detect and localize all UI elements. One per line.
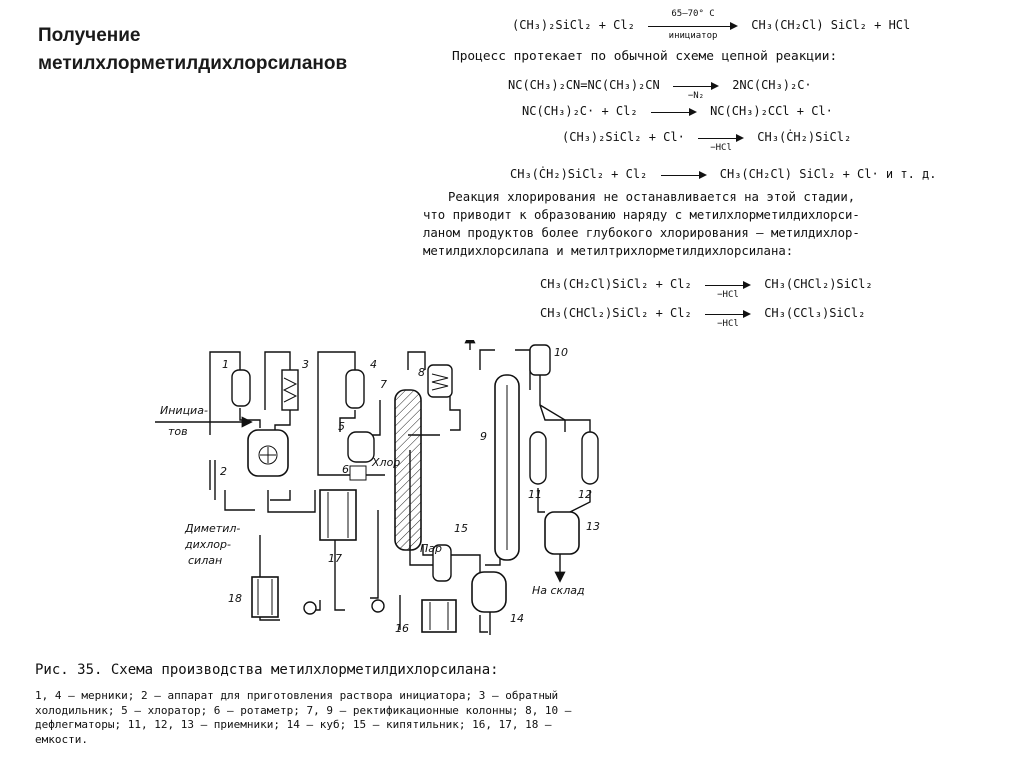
receiver-13	[545, 512, 579, 554]
chain-step-3-loss: −HCl	[710, 142, 732, 153]
chain-step-4-left: CH₃(ĊH₂)SiCl₂ + Cl₂	[510, 167, 648, 181]
deep-reaction-1-right: CH₃(CHCl₂)SiCl₂	[764, 277, 873, 291]
main-reaction-condition: 65–70° C	[671, 8, 715, 19]
label-dimethyl-1: Диметил-	[185, 522, 241, 535]
label-5: 5	[338, 420, 345, 433]
deep-reaction-2	[540, 306, 866, 329]
label-12: 12	[578, 488, 592, 501]
label-10: 10	[554, 346, 568, 359]
label-initiators: Инициа-	[160, 404, 208, 417]
reaction-arrow	[698, 132, 744, 153]
deep-reaction-2-left: CH₃(CHCl₂)SiCl₂ + Cl₂	[540, 306, 692, 320]
main-reaction-right: CH₃(CH₂Cl) SiCl₂ + HCl	[751, 18, 911, 32]
legend-line: холодильник; 5 — хлоратор; 6 — ротаметр; 7, 9 — ректификационные колонны; 8, 10 —	[35, 703, 572, 717]
deep-reaction-2-loss: −HCl	[717, 318, 739, 329]
receiver-11	[530, 432, 546, 484]
container-16	[422, 600, 456, 632]
deep-reaction-1	[540, 277, 873, 300]
label-7: 7	[380, 378, 387, 391]
pump-icon	[304, 602, 316, 614]
deep-reaction-2-right: CH₃(CCl₃)SiCl₂	[764, 306, 866, 320]
container-17	[320, 490, 356, 540]
label-to-storage: На склад	[532, 584, 585, 597]
label-3: 3	[302, 358, 309, 371]
label-8: 8	[418, 366, 425, 379]
vessel-4	[346, 370, 364, 408]
reaction-arrow	[673, 80, 719, 101]
legend-line: емкости.	[35, 732, 88, 746]
chain-step-2-right: NC(CH₃)₂CCl + Cl·	[710, 104, 833, 118]
label-13: 13	[586, 520, 600, 533]
label-chlorine: Хлор	[372, 456, 401, 469]
reaction-arrow	[705, 308, 751, 329]
chain-step-1-loss: −N₂	[687, 90, 705, 101]
label-18: 18	[228, 592, 242, 605]
paragraph-line-4: метилдихлорсилапа и метилтрихлорметилдихлорсилана:	[423, 244, 794, 258]
label-dimethyl-2: дихлор-	[185, 538, 231, 551]
chain-step-3	[562, 130, 852, 153]
column-7	[395, 390, 421, 550]
legend-line: 1, 4 — мерники; 2 — аппарат для приготовления раствора инициатора; 3 — обратный	[35, 689, 559, 702]
slide-title: Получение метилхлорметилдихлорсиланов	[38, 25, 348, 74]
chain-step-1-left: NC(CH₃)₂CN=NC(CH₃)₂CN	[508, 78, 660, 92]
chain-intro: Процесс протекает по обычной схеме цепной реакции:	[452, 49, 838, 64]
deep-reaction-1-loss: −HCl	[717, 289, 739, 300]
paragraph-line-2: что приводит к образованию наряду с метилхлорметилдихлорси-	[423, 208, 860, 222]
still-14	[472, 572, 506, 612]
vessel-1	[232, 370, 250, 406]
chlorinator-5	[348, 432, 374, 462]
reaction-arrow	[651, 106, 697, 118]
process-flow-diagram	[150, 340, 620, 640]
chain-step-3-right: CH₃(ĊH₂)SiCl₂	[757, 130, 852, 144]
label-dimethyl-3: силан	[188, 554, 223, 567]
main-reaction-left: (CH₃)₂SiCl₂ + Cl₂	[512, 18, 635, 32]
dephlegmator-10	[530, 345, 550, 375]
paragraph-line-3: ланом продуктов более глубокого хлорирования — метилдихлор-	[423, 226, 860, 240]
reaction-arrow	[661, 169, 707, 181]
legend-line: дефлегматоры; 11, 12, 13 — приемники; 14 — куб; 15 — кипятильник; 16, 17, 18 —	[35, 718, 552, 731]
chain-step-1	[508, 78, 812, 101]
main-reaction-catalyst: инициатор	[668, 30, 718, 41]
chain-step-4-right: CH₃(CH₂Cl) SiCl₂ + Cl· и т. д.	[719, 167, 937, 181]
rotameter-6	[350, 466, 366, 480]
label-1: 1	[222, 358, 229, 371]
label-initiators-2: тов	[168, 425, 188, 438]
chain-step-3-left: (CH₃)₂SiCl₂ + Cl·	[562, 130, 685, 144]
container-18	[252, 577, 278, 617]
chain-step-1-right: 2NC(CH₃)₂C·	[732, 78, 812, 92]
label-6: 6	[342, 463, 349, 476]
chain-step-2	[522, 104, 833, 118]
label-14: 14	[510, 612, 524, 625]
label-17: 17	[328, 552, 342, 565]
figure-legend	[35, 689, 735, 747]
label-9: 9	[480, 430, 487, 443]
label-15: 15	[454, 522, 468, 535]
label-11: 11	[528, 488, 542, 501]
chain-step-2-left: NC(CH₃)₂C· + Cl₂	[522, 104, 638, 118]
label-16: 16	[395, 622, 409, 635]
label-2: 2	[220, 465, 227, 478]
figure-caption: Рис. 35. Схема производства метилхлорметилдихлорсилана:	[35, 662, 499, 678]
pump-icon	[372, 600, 384, 612]
reaction-arrow	[705, 279, 751, 300]
chain-step-4	[510, 167, 937, 181]
main-reaction	[512, 8, 911, 41]
dephlegmator-8	[428, 365, 452, 397]
label-4: 4	[370, 358, 377, 371]
reaction-arrow	[648, 8, 738, 41]
deep-reaction-1-left: CH₃(CH₂Cl)SiCl₂ + Cl₂	[540, 277, 692, 291]
paragraph-line-1: Реакция хлорирования не останавливается на этой стадии,	[448, 190, 856, 204]
receiver-12	[582, 432, 598, 484]
label-steam: Пар	[420, 542, 442, 555]
